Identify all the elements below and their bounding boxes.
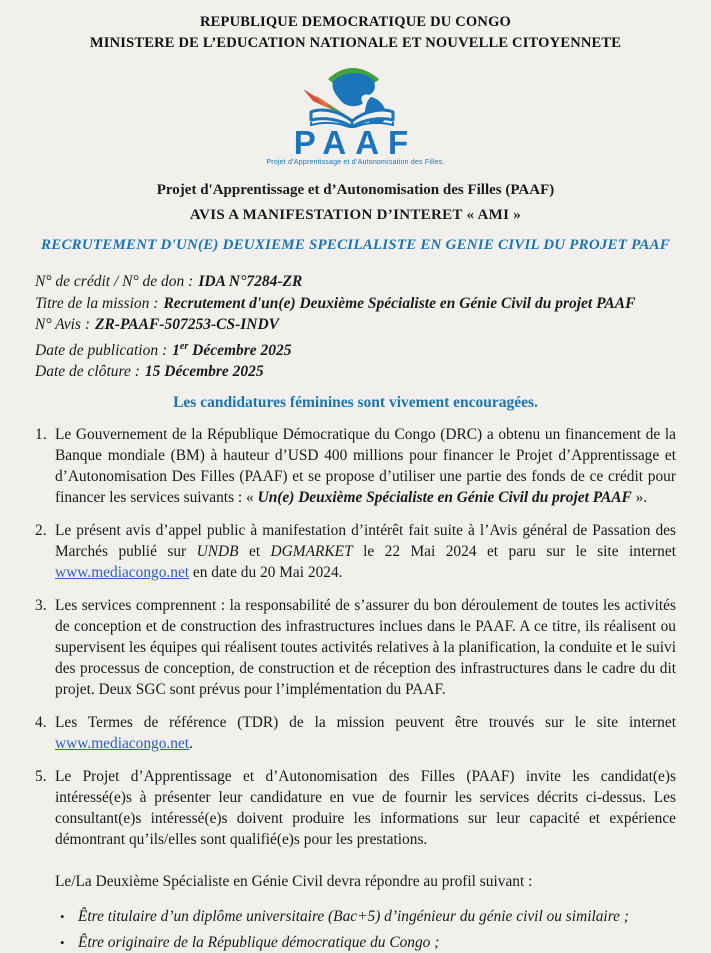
bullet-text: Être originaire de la République démocratique du Congo ;: [78, 933, 440, 951]
mediacongo-link[interactable]: www.mediacongo.net: [55, 563, 190, 581]
numbered-paragraph: [35, 766, 676, 850]
bullet-icon: •: [60, 934, 65, 950]
project-title: Projet d'Apprentissage et d’Autonomisation des Filles (PAAF): [156, 182, 555, 198]
profile-bullet: [35, 933, 676, 953]
profile-intro: Le/La Deuxième Spécialiste en Génie Civil devra répondre au profil suivant :: [55, 872, 533, 890]
profile-bullet: [35, 907, 676, 927]
meta-block: [35, 271, 676, 383]
mediacongo-link[interactable]: www.mediacongo.net: [55, 734, 190, 752]
meta-mission-title: Titre de la mission : Recrutement d'un(e) Deuxième Spécialiste en Génie Civil du projet PAAF: [35, 294, 636, 312]
numbered-paragraph: [35, 712, 676, 754]
paaf-logo-acronym: PAAF: [293, 124, 418, 161]
encouragement-note: Les candidatures féminines sont vivement encouragées.: [173, 393, 538, 411]
text-segment: le 22 Mai 2024 et paru sur le site internet: [352, 542, 676, 560]
paragraph-text: [55, 712, 676, 754]
paragraph-list: [35, 424, 676, 850]
meta-publication-date: Date de publication : 1er Décembre 2025: [35, 340, 292, 359]
text-segment: Le Projet d’Apprentissage et d’Autonomisation des Filles (PAAF) invite les candidat(e)s intéressé(e)s à présenter leur candidature en vue de fournir les services décrits ci-dessus. Les consultant(e)s intéressé(e)s doivent produire les informations sur leur capacité et expérience démontrant qu’ils/elles sont qualifié(e)s pour les prestations.: [55, 767, 676, 848]
meta-closing-date: Date de clôture : 15 Décembre 2025: [35, 363, 264, 381]
numbered-paragraph: [35, 424, 676, 508]
paragraph-text: [55, 520, 676, 583]
meta-credit-number: N° de crédit / N° de don : IDA N°7284-ZR: [35, 273, 303, 290]
text-segment: Le Gouvernement de la République Démocratique du Congo (DRC) a obtenu un financement de la Banque mondiale (BM) à hauteur d’USD 400 millions pour financer le Projet d’Apprentissage et d’Autonomisation Des Filles (PAAF) et se propose d’utiliser une partie des fonds de ce crédit pour financer les services suivants : «: [55, 425, 676, 506]
notice-title: AVIS A MANIFESTATION D’INTERET « AMI »: [189, 207, 522, 223]
paaf-logo: [35, 62, 676, 168]
text-segment: Les services comprennent : la responsabilité de s’assurer du bon déroulement de toutes les activités de conception et de construction des infrastructures inclues dans le PAAF. A ce titre, ils réalisent ou supervisent les équipes qui réalisent toutes activités relatives à la planification, la conduite et le suivi des processus de conception, de construction et de réception des infrastructures dans le cadre du dit projet. Deux SGC sont prévus pour l’implémentation du PAAF.: [55, 596, 676, 698]
paragraph-number: 4.: [35, 713, 47, 731]
paragraph-text: [55, 766, 676, 850]
text-segment: Le présent avis d’appel public à manifestation d’intérêt fait suite à l’Avis général de Passation des Marchés publié sur: [55, 521, 676, 560]
text-segment: ».: [631, 488, 648, 506]
text-segment: et: [238, 542, 271, 560]
paaf-logo-tagline: Projet d’Apprentissage et d’Autonomisation des Filles.: [266, 159, 445, 166]
bullet-text: Être titulaire d’un diplôme universitaire (Bac+5) d’ingénieur du génie civil ou similaire ;: [78, 907, 629, 925]
text-segment: Un(e) Deuxième Spécialiste en Génie Civil du projet PAAF: [257, 488, 632, 506]
paragraph-number: 3.: [35, 596, 47, 614]
numbered-paragraph: [35, 520, 676, 583]
paragraph-number: 1.: [35, 425, 47, 443]
text-segment: DGMARKET: [270, 542, 353, 560]
paragraph-text: [55, 424, 676, 508]
paragraph-number: 5.: [35, 767, 47, 785]
paragraph-text: [55, 595, 676, 700]
text-segment: en date du 20 Mai 2024.: [189, 563, 343, 581]
text-segment: UNDB: [196, 542, 239, 560]
text-segment: .: [189, 734, 193, 752]
paragraph-number: 2.: [35, 521, 47, 539]
bullet-list: [35, 907, 676, 953]
text-segment: Les Termes de référence (TDR) de la mission peuvent être trouvés sur le site internet: [55, 713, 676, 731]
country-header: REPUBLIQUE DEMOCRATIQUE DU CONGO: [199, 14, 512, 30]
bullet-icon: •: [60, 908, 65, 924]
numbered-paragraph: [35, 595, 676, 700]
paaf-logo-graphic: [276, 62, 436, 128]
meta-notice-number: N° Avis : ZR-PAAF-507253-CS-INDV: [35, 316, 280, 333]
ministry-header: MINISTERE DE L’EDUCATION NATIONALE ET NOUVELLE CITOYENNETE: [89, 35, 622, 51]
recruitment-title: RECRUTEMENT D'UN(E) DEUXIEME SPECILALISTE EN GENIE CIVIL DU PROJET PAAF: [41, 237, 670, 253]
